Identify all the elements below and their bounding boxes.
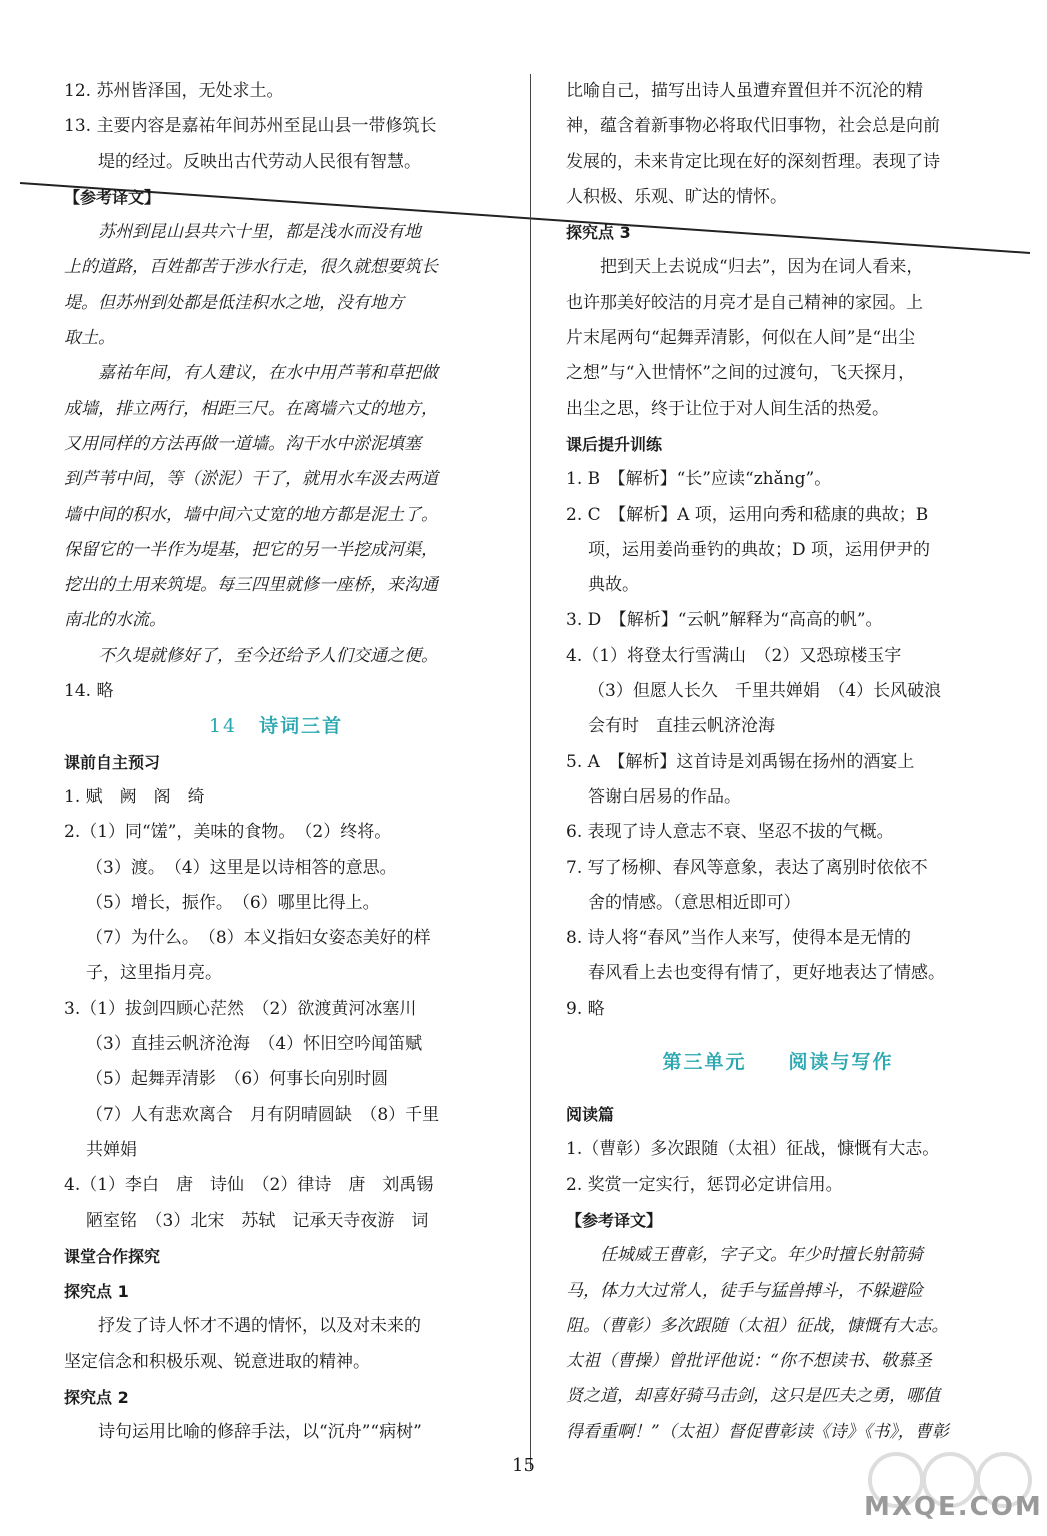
page-number: 15: [512, 1455, 535, 1476]
text-line: （5）增长，振作。 （6）哪里比得上。: [86, 892, 380, 913]
right-column: [566, 74, 990, 1450]
text-line: 舍的情感。（意思相近即可）: [588, 892, 801, 913]
text-line: 贤之道，却喜好骑马击剑，这只是匹夫之勇，哪值: [566, 1386, 940, 1407]
watermark-text: MXQE.COM: [864, 1492, 1043, 1522]
text-line: 7. 写了杨柳、春风等意象，表达了离别时依依不: [566, 857, 928, 878]
text-line: 也许那美好皎洁的月亮才是自己精神的家园。上: [566, 292, 923, 313]
text-line: 苏州到昆山县共六十里，都是浅水而没有地: [98, 222, 421, 243]
text-line: 取土。: [64, 328, 115, 349]
text-line: （7）为什么。 （8）本义指妇女姿态美好的样: [86, 928, 431, 949]
text-line: 5. A 【解析】这首诗是刘禹锡在扬州的酒宴上: [566, 751, 915, 772]
section-name: 诗词三首: [259, 715, 344, 738]
inquiry-point-heading: 探究点 3: [566, 223, 631, 243]
text-line: 保留它的一半作为堤基，把它的另一半挖成河渠，: [64, 539, 438, 560]
text-line: 又用同样的方法再做一道墙。沟干水中淤泥填塞: [64, 433, 421, 454]
inquiry-point-heading: 探究点 1: [64, 1282, 129, 1302]
text-line: 典故。: [588, 575, 639, 596]
text-line: 子，这里指月亮。: [86, 963, 222, 984]
text-line: （3）但愿人长久 千里共婵娟 （4）长风破浪: [588, 681, 942, 702]
text-line: 2.（1）同“馐”，美味的食物。 （2）终将。: [64, 822, 392, 843]
text-line: 比喻自己，描写出诗人虽遭弃置但并不沉沦的精: [566, 81, 923, 101]
text-line: 3.（1）拔剑四顾心茫然 （2）欲渡黄河冰塞川: [64, 998, 417, 1019]
text-line: 1.（曹彰）多次跟随（太祖）征战，慷慨有大志。: [566, 1139, 940, 1160]
text-line: 8. 诗人将“春风”当作人来写，使得本是无情的: [566, 928, 912, 949]
text-line: 项，运用姜尚垂钓的典故；D 项，运用伊尹的: [588, 539, 931, 560]
text-line: 会有时 直挂云帆济沧海: [588, 716, 775, 737]
answer-14: 14. 略: [64, 681, 114, 702]
text-line: 人积极、乐观、旷达的情怀。: [566, 186, 787, 207]
text-line: 到芦苇中间，等（淤泥）干了，就用水车汲去两道: [64, 469, 438, 490]
text-line: 陋室铭 （3）北宋 苏轼 记承天寺夜游 词: [86, 1210, 429, 1231]
text-line: 抒发了诗人怀才不遇的情怀，以及对未来的: [98, 1316, 421, 1337]
text-line: 诗句运用比喻的修辞手法，以“沉舟”“病树”: [98, 1422, 422, 1443]
text-line: 出尘之思，终于让位于对人间生活的热爱。: [566, 398, 889, 419]
text-line: 嘉祐年间，有人建议，在水中用芦苇和草把做: [98, 363, 438, 384]
text-line: 阻。（曹彰）多次跟随（太祖）征战，慷慨有大志。: [566, 1315, 949, 1336]
section-title-14: [64, 709, 488, 744]
text-line: 堤的经过。反映出古代劳动人民很有智慧。: [98, 151, 421, 172]
subsection-heading: 课前自主预习: [64, 752, 161, 772]
text-line: 太祖（曹操）曾批评他说：“你不想读书、敬慕圣: [566, 1351, 932, 1372]
left-column: [64, 74, 488, 1451]
text-line: 春风看上去也变得有情了，更好地表达了情感。: [588, 963, 945, 984]
text-line: 堤。但苏州到处都是低洼积水之地，没有地方: [64, 292, 404, 313]
text-line: 坚定信念和积极乐观、锐意进取的精神。: [64, 1351, 370, 1372]
text-line: 4.（1）将登太行雪满山 （2）又恐琼楼玉宇: [566, 645, 902, 666]
column-divider: [530, 74, 531, 1469]
section-number: 14: [208, 715, 238, 738]
text-line: 2. C 【解析】A 项，运用向秀和嵇康的典故；B: [566, 504, 929, 525]
text-line: 任城威王曹彰，字子文。年少时擅长射箭骑: [600, 1245, 923, 1266]
text-line: 挖出的土用来筑堤。每三四里就修一座桥，来沟通: [64, 575, 438, 596]
text-line: 神，蕴含着新事物必将取代旧事物，社会总是向前: [566, 116, 940, 137]
text-line: 9. 略: [566, 998, 605, 1019]
subsection-heading: 课后提升训练: [566, 434, 663, 454]
text-line: 南北的水流。: [64, 610, 166, 631]
text-line: 发展的，未来肯定比现在好的深刻哲理。表现了诗: [566, 151, 940, 172]
subsection-heading: 阅读篇: [566, 1105, 615, 1125]
subsection-heading: 课堂合作探究: [64, 1246, 161, 1266]
text-line: 不久堤就修好了，至今还给予人们交通之便。: [98, 645, 438, 666]
unit-name: 阅读与写作: [788, 1051, 894, 1074]
text-line: （3）渡。 （4）这里是以诗相答的意思。: [86, 857, 397, 878]
unit-title: [566, 1027, 990, 1097]
text-line: （7）人有悲欢离合 月有阴晴圆缺 （8）千里: [86, 1104, 440, 1125]
reference-translation-heading: 【参考译文】: [566, 1210, 663, 1230]
text-line: 上的道路，百姓都苦于涉水行走，很久就想要筑长: [64, 257, 438, 278]
text-line: 墙中间的积水，墙中间六丈宽的地方都是泥土了。: [64, 504, 438, 525]
unit-number: 第三单元: [662, 1051, 747, 1074]
text-line: 之想”与“入世情怀”之间的过渡句，飞天探月，: [566, 363, 916, 384]
text-line: 1. B 【解析】“长”应读“zhǎng”。: [566, 469, 832, 490]
text-line: 成墙，排立两行，相距三尺。在离墙六丈的地方，: [64, 398, 438, 419]
text-line: 马，体力大过常人，徒手与猛兽搏斗，不躲避险: [566, 1280, 923, 1301]
answer-12: 12. 苏州皆泽国，无处求土。: [64, 81, 284, 101]
text-line: 3. D 【解析】“云帆”解释为“高高的帆”。: [566, 610, 883, 631]
text-line: 把到天上去说成“归去”，因为在词人看来，: [600, 257, 924, 278]
text-line: 共婵娟: [86, 1139, 137, 1160]
text-line: 4.（1）李白 唐 诗仙 （2）律诗 唐 刘禹锡: [64, 1175, 434, 1196]
text-line: 得看重啊！”（太祖）督促曹彰读《诗》《书》，曹彰: [566, 1421, 949, 1442]
text-line: （3）直挂云帆济沧海 （4）怀旧空吟闻笛赋: [86, 1034, 423, 1055]
text-line: （5）起舞弄清影 （6）何事长向别时圆: [86, 1069, 389, 1090]
inquiry-point-heading: 探究点 2: [64, 1387, 129, 1407]
text-line: 片末尾两句“起舞弄清影，何似在人间”是“出尘: [566, 328, 916, 349]
text-line: 2. 奖赏一定实行，惩罚必定讲信用。: [566, 1174, 843, 1195]
text-line: 1. 赋 阙 阁 绮: [64, 786, 205, 807]
reference-translation-heading: 【参考译文】: [64, 187, 161, 207]
text-line: 6. 表现了诗人意志不衰、坚忍不拔的气概。: [566, 822, 894, 843]
text-line: 答谢白居易的作品。: [588, 786, 741, 807]
answer-13: 13. 主要内容是嘉祐年间苏州至昆山县一带修筑长: [64, 116, 437, 137]
